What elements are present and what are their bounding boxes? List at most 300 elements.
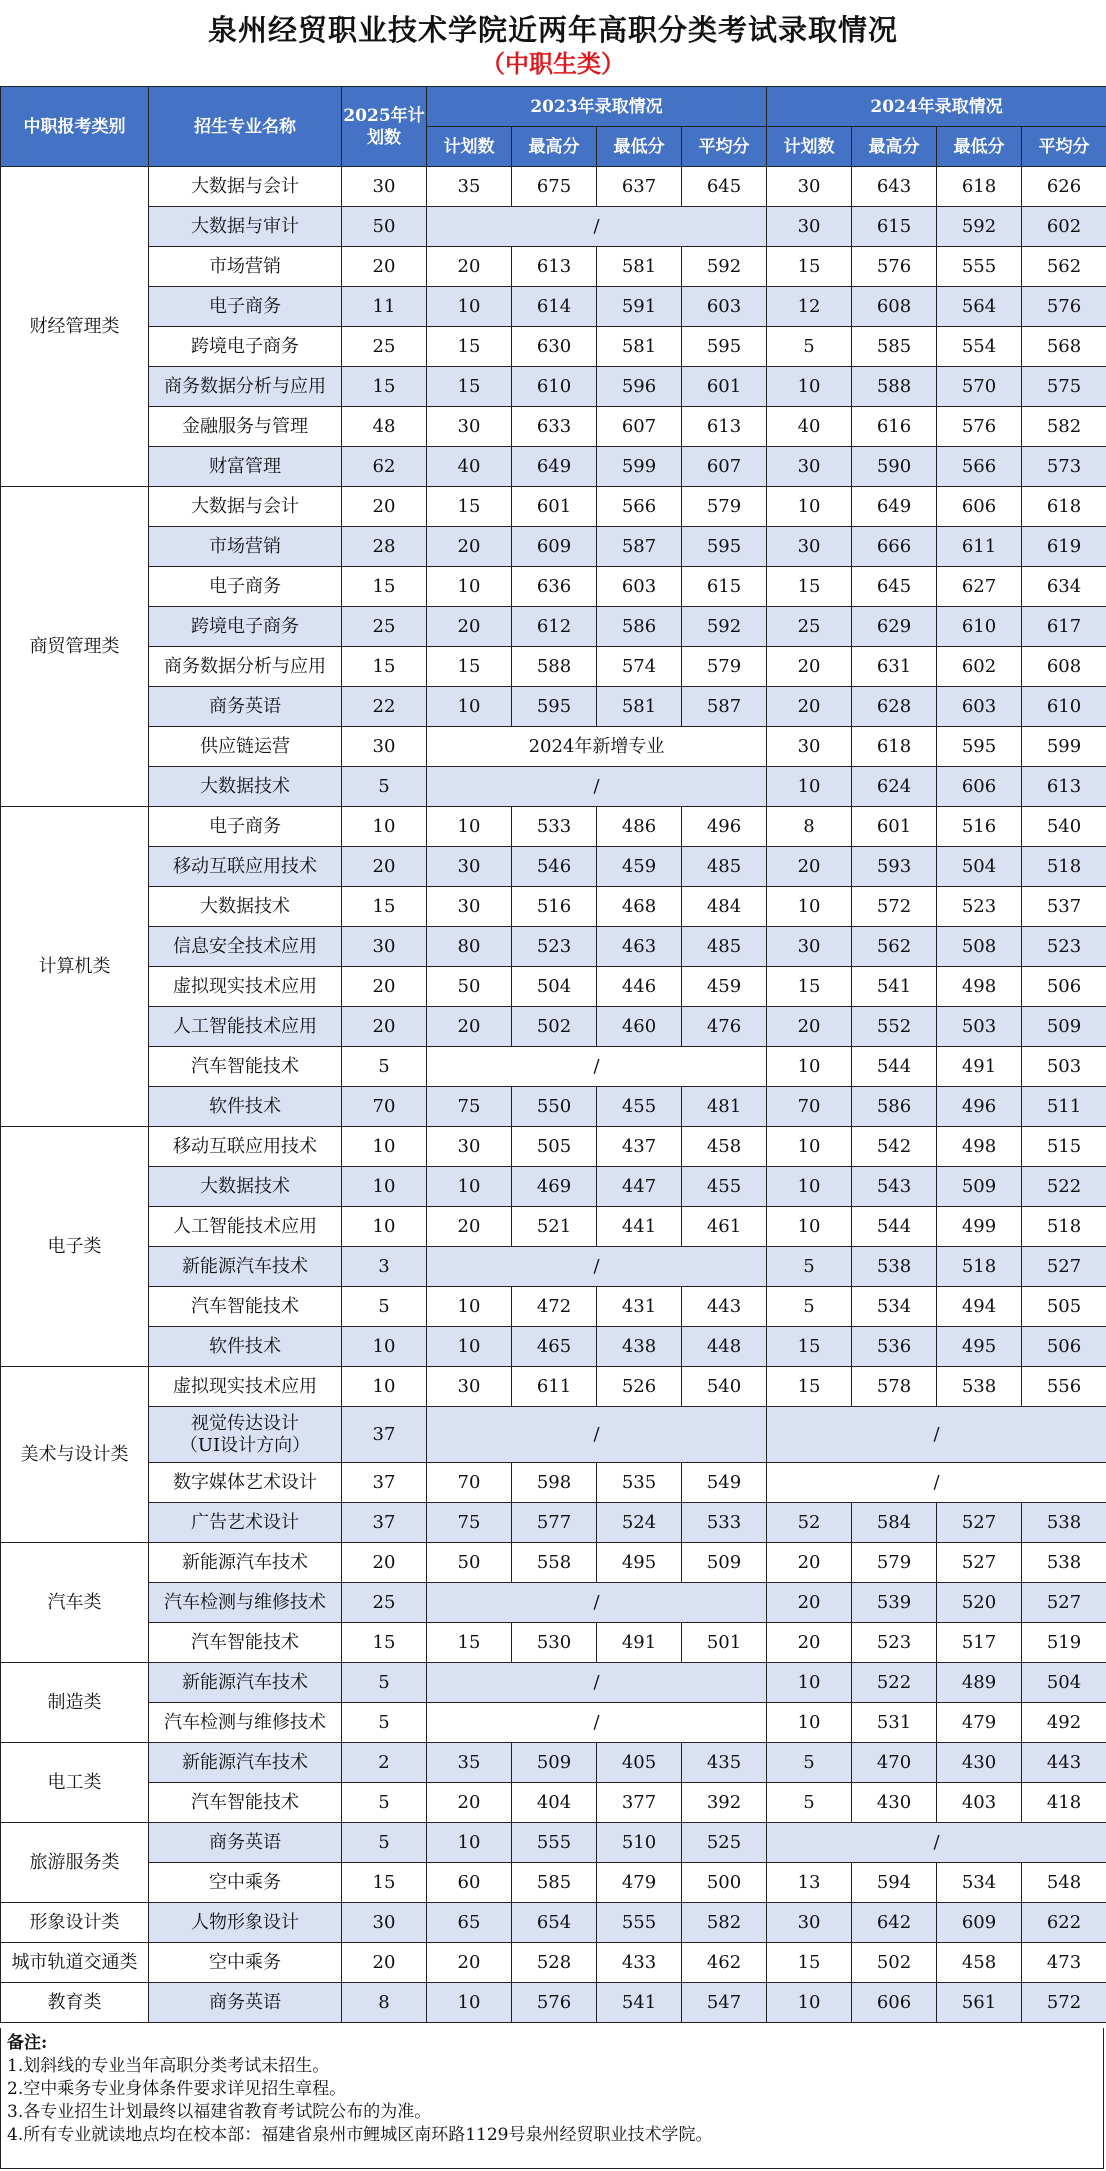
- 2024-plan-cell: 30: [767, 1903, 852, 1943]
- 2023-plan-cell: 70: [427, 1463, 512, 1503]
- plan-2025-cell: 48: [342, 407, 427, 447]
- 2023-plan-cell: 15: [427, 327, 512, 367]
- 2023-plan-cell: 50: [427, 1543, 512, 1583]
- 2023-max-cell: 613: [512, 247, 597, 287]
- 2024-avg-cell: 509: [1022, 1007, 1106, 1047]
- 2024-min-cell: 527: [937, 1503, 1022, 1543]
- 2023-min-cell: 574: [597, 647, 682, 687]
- title-block: [0, 0, 1106, 86]
- 2023-plan-cell: 75: [427, 1087, 512, 1127]
- notes-title: 备注:: [7, 2033, 48, 2053]
- 2024-plan-cell: 5: [767, 327, 852, 367]
- 2024-avg-cell: 572: [1022, 1983, 1106, 2023]
- 2023-avg-cell: 540: [682, 1367, 767, 1407]
- header-2024-plan: 计划数: [767, 127, 852, 167]
- 2024-avg-cell: 518: [1022, 1207, 1106, 1247]
- table-row: [1, 567, 1106, 607]
- header-plan-2025: 2025年计划数: [342, 87, 427, 167]
- 2024-min-cell: 592: [937, 207, 1022, 247]
- major-cell: 空中乘务: [149, 1943, 342, 1983]
- plan-2025-cell: 10: [342, 1207, 427, 1247]
- 2023-plan-cell: 80: [427, 927, 512, 967]
- 2023-min-cell: 460: [597, 1007, 682, 1047]
- table-row: [1, 1327, 1106, 1367]
- note-item: 4.所有专业就读地点均在校本部：福建省泉州市鲤城区南环路1129号泉州经贸职业技术学院。: [7, 2125, 713, 2145]
- 2024-min-cell: 509: [937, 1167, 1022, 1207]
- major-cell: 汽车智能技术: [149, 1047, 342, 1087]
- 2023-plan-cell: 30: [427, 847, 512, 887]
- 2024-plan-cell: 52: [767, 1503, 852, 1543]
- 2023-avg-cell: 645: [682, 167, 767, 207]
- 2024-max-cell: 552: [852, 1007, 937, 1047]
- plan-2025-cell: 20: [342, 847, 427, 887]
- note-item: 2.空中乘务专业身体条件要求详见招生章程。: [7, 2079, 347, 2099]
- plan-2025-cell: 25: [342, 607, 427, 647]
- 2024-avg-cell: 622: [1022, 1903, 1106, 1943]
- 2023-avg-cell: 485: [682, 927, 767, 967]
- plan-2025-cell: 15: [342, 647, 427, 687]
- plan-2025-cell: 5: [342, 1703, 427, 1743]
- 2024-plan-cell: 15: [767, 567, 852, 607]
- 2023-avg-cell: 587: [682, 687, 767, 727]
- 2024-plan-cell: 8: [767, 807, 852, 847]
- 2024-avg-cell: 618: [1022, 487, 1106, 527]
- 2024-min-cell: 495: [937, 1327, 1022, 1367]
- table-body: [1, 167, 1106, 2023]
- table-row: [1, 1783, 1106, 1823]
- plan-2025-cell: 10: [342, 1367, 427, 1407]
- plan-2025-cell: 70: [342, 1087, 427, 1127]
- 2024-max-cell: 572: [852, 887, 937, 927]
- major-cell: 市场营销: [149, 527, 342, 567]
- 2023-min-cell: 555: [597, 1903, 682, 1943]
- 2024-plan-cell: 20: [767, 687, 852, 727]
- 2024-max-cell: 649: [852, 487, 937, 527]
- 2024-avg-cell: 537: [1022, 887, 1106, 927]
- category-cell: 计算机类: [1, 807, 149, 1127]
- header-2023-plan: 计划数: [427, 127, 512, 167]
- category-cell: 财经管理类: [1, 167, 149, 487]
- 2023-max-cell: 504: [512, 967, 597, 1007]
- 2024-min-cell: 564: [937, 287, 1022, 327]
- 2024-avg-cell: 505: [1022, 1287, 1106, 1327]
- page-title: 泉州经贸职业技术学院近两年高职分类考试录取情况: [207, 13, 898, 47]
- category-cell: 电子类: [1, 1127, 149, 1367]
- major-cell: 汽车检测与维修技术: [149, 1703, 342, 1743]
- 2023-not-enrolled-cell: 2024年新增专业: [427, 727, 767, 767]
- 2024-plan-cell: 10: [767, 1663, 852, 1703]
- table-row: [1, 287, 1106, 327]
- 2024-plan-cell: 10: [767, 487, 852, 527]
- major-cell: 新能源汽车技术: [149, 1743, 342, 1783]
- 2024-max-cell: 601: [852, 807, 937, 847]
- 2024-min-cell: 498: [937, 967, 1022, 1007]
- major-cell: 人工智能技术应用: [149, 1207, 342, 1247]
- 2023-plan-cell: 10: [427, 287, 512, 327]
- 2024-min-cell: 491: [937, 1047, 1022, 1087]
- header-2023-max: 最高分: [512, 127, 597, 167]
- 2024-plan-cell: 10: [767, 1207, 852, 1247]
- 2024-max-cell: 536: [852, 1327, 937, 1367]
- 2023-not-enrolled-cell: /: [427, 207, 767, 247]
- 2023-avg-cell: 595: [682, 527, 767, 567]
- major-cell: 移动互联应用技术: [149, 847, 342, 887]
- 2024-not-enrolled-cell: /: [767, 1407, 1106, 1463]
- 2023-plan-cell: 50: [427, 967, 512, 1007]
- header-2023-min: 最低分: [597, 127, 682, 167]
- major-line: 视觉传达设计: [191, 1412, 299, 1434]
- table-row: [1, 847, 1106, 887]
- 2023-plan-cell: 20: [427, 247, 512, 287]
- 2024-min-cell: 520: [937, 1583, 1022, 1623]
- 2023-min-cell: 486: [597, 807, 682, 847]
- 2024-min-cell: 610: [937, 607, 1022, 647]
- major-cell: 汽车智能技术: [149, 1623, 342, 1663]
- 2024-avg-cell: 582: [1022, 407, 1106, 447]
- 2023-min-cell: 524: [597, 1503, 682, 1543]
- major-cell: 虚拟现实技术应用: [149, 1367, 342, 1407]
- 2024-min-cell: 595: [937, 727, 1022, 767]
- 2023-max-cell: 636: [512, 567, 597, 607]
- 2023-avg-cell: 579: [682, 647, 767, 687]
- 2023-min-cell: 479: [597, 1863, 682, 1903]
- 2023-plan-cell: 65: [427, 1903, 512, 1943]
- major-cell: 商务数据分析与应用: [149, 367, 342, 407]
- 2023-plan-cell: 15: [427, 367, 512, 407]
- plan-2025-cell: 15: [342, 887, 427, 927]
- 2023-max-cell: 633: [512, 407, 597, 447]
- 2023-plan-cell: 75: [427, 1503, 512, 1543]
- 2023-max-cell: 601: [512, 487, 597, 527]
- 2023-avg-cell: 455: [682, 1167, 767, 1207]
- 2023-max-cell: 546: [512, 847, 597, 887]
- 2023-avg-cell: 607: [682, 447, 767, 487]
- 2023-min-cell: 463: [597, 927, 682, 967]
- 2024-avg-cell: 538: [1022, 1543, 1106, 1583]
- 2024-min-cell: 403: [937, 1783, 1022, 1823]
- 2024-avg-cell: 573: [1022, 447, 1106, 487]
- header-2024-max: 最高分: [852, 127, 937, 167]
- table-row: [1, 607, 1106, 647]
- 2024-avg-cell: 523: [1022, 927, 1106, 967]
- 2023-plan-cell: 35: [427, 1743, 512, 1783]
- table-row: [1, 447, 1106, 487]
- major-cell: 电子商务: [149, 567, 342, 607]
- table-row: [1, 1983, 1106, 2023]
- plan-2025-cell: 50: [342, 207, 427, 247]
- 2024-plan-cell: 15: [767, 247, 852, 287]
- 2023-min-cell: 437: [597, 1127, 682, 1167]
- major-cell: 大数据与审计: [149, 207, 342, 247]
- plan-2025-cell: 5: [342, 1783, 427, 1823]
- major-cell: 汽车检测与维修技术: [149, 1583, 342, 1623]
- 2023-min-cell: 491: [597, 1623, 682, 1663]
- 2023-avg-cell: 579: [682, 487, 767, 527]
- 2024-min-cell: 627: [937, 567, 1022, 607]
- 2023-max-cell: 610: [512, 367, 597, 407]
- 2023-max-cell: 609: [512, 527, 597, 567]
- header-major: 招生专业名称: [149, 87, 342, 167]
- 2024-plan-cell: 20: [767, 1007, 852, 1047]
- admission-table: [0, 86, 1106, 2023]
- 2024-max-cell: 541: [852, 967, 937, 1007]
- major-cell: 大数据技术: [149, 887, 342, 927]
- 2024-not-enrolled-cell: /: [767, 1823, 1106, 1863]
- major-cell: 商务英语: [149, 1983, 342, 2023]
- plan-2025-cell: 15: [342, 1623, 427, 1663]
- 2024-min-cell: 611: [937, 527, 1022, 567]
- 2024-avg-cell: 443: [1022, 1743, 1106, 1783]
- 2023-min-cell: 603: [597, 567, 682, 607]
- 2023-avg-cell: 496: [682, 807, 767, 847]
- header-2024-min: 最低分: [937, 127, 1022, 167]
- 2023-min-cell: 495: [597, 1543, 682, 1583]
- 2023-plan-cell: 10: [427, 1983, 512, 2023]
- 2023-max-cell: 577: [512, 1503, 597, 1543]
- 2023-min-cell: 433: [597, 1943, 682, 1983]
- 2023-max-cell: 675: [512, 167, 597, 207]
- 2024-min-cell: 496: [937, 1087, 1022, 1127]
- 2023-max-cell: 521: [512, 1207, 597, 1247]
- 2024-max-cell: 538: [852, 1247, 937, 1287]
- major-cell: 商务英语: [149, 1823, 342, 1863]
- 2023-plan-cell: 30: [427, 407, 512, 447]
- major-cell: 大数据与会计: [149, 487, 342, 527]
- 2024-min-cell: 538: [937, 1367, 1022, 1407]
- 2024-plan-cell: 10: [767, 887, 852, 927]
- 2024-max-cell: 543: [852, 1167, 937, 1207]
- table-row: [1, 807, 1106, 847]
- table-row: [1, 407, 1106, 447]
- 2023-max-cell: 555: [512, 1823, 597, 1863]
- 2023-plan-cell: 20: [427, 1007, 512, 1047]
- major-cell: 移动互联应用技术: [149, 1127, 342, 1167]
- plan-2025-cell: 5: [342, 1663, 427, 1703]
- 2024-avg-cell: 562: [1022, 247, 1106, 287]
- 2024-plan-cell: 15: [767, 1943, 852, 1983]
- 2023-plan-cell: 10: [427, 687, 512, 727]
- 2023-max-cell: 516: [512, 887, 597, 927]
- plan-2025-cell: 10: [342, 1327, 427, 1367]
- major-cell: 新能源汽车技术: [149, 1663, 342, 1703]
- major-cell: 商务英语: [149, 687, 342, 727]
- table-row: [1, 647, 1106, 687]
- 2023-max-cell: 614: [512, 287, 597, 327]
- 2024-min-cell: 508: [937, 927, 1022, 967]
- 2023-min-cell: 431: [597, 1287, 682, 1327]
- major-cell: 汽车智能技术: [149, 1287, 342, 1327]
- 2023-min-cell: 438: [597, 1327, 682, 1367]
- 2023-plan-cell: 35: [427, 167, 512, 207]
- 2024-avg-cell: 576: [1022, 287, 1106, 327]
- 2023-max-cell: 509: [512, 1743, 597, 1783]
- 2024-avg-cell: 503: [1022, 1047, 1106, 1087]
- 2024-max-cell: 584: [852, 1503, 937, 1543]
- 2024-max-cell: 631: [852, 647, 937, 687]
- plan-2025-cell: 15: [342, 567, 427, 607]
- plan-2025-cell: 2: [342, 1743, 427, 1783]
- table-row: [1, 1703, 1106, 1743]
- 2024-max-cell: 539: [852, 1583, 937, 1623]
- 2023-max-cell: 530: [512, 1623, 597, 1663]
- 2024-min-cell: 516: [937, 807, 1022, 847]
- 2024-plan-cell: 30: [767, 727, 852, 767]
- page-subtitle: （中职生类）: [481, 49, 625, 78]
- 2023-avg-cell: 525: [682, 1823, 767, 1863]
- 2023-min-cell: 459: [597, 847, 682, 887]
- 2023-avg-cell: 443: [682, 1287, 767, 1327]
- 2023-avg-cell: 459: [682, 967, 767, 1007]
- 2024-not-enrolled-cell: /: [767, 1463, 1106, 1503]
- table-row: [1, 1127, 1106, 1167]
- major-cell: 金融服务与管理: [149, 407, 342, 447]
- plan-2025-cell: 5: [342, 1823, 427, 1863]
- 2023-not-enrolled-cell: /: [427, 1407, 767, 1463]
- 2024-max-cell: 628: [852, 687, 937, 727]
- 2024-max-cell: 430: [852, 1783, 937, 1823]
- major-cell: 新能源汽车技术: [149, 1543, 342, 1583]
- plan-2025-cell: 20: [342, 967, 427, 1007]
- 2023-not-enrolled-cell: /: [427, 1583, 767, 1623]
- 2023-max-cell: 612: [512, 607, 597, 647]
- 2024-avg-cell: 522: [1022, 1167, 1106, 1207]
- 2023-plan-cell: 30: [427, 1367, 512, 1407]
- 2024-min-cell: 534: [937, 1863, 1022, 1903]
- 2024-plan-cell: 5: [767, 1743, 852, 1783]
- header-2023-avg: 平均分: [682, 127, 767, 167]
- 2024-avg-cell: 556: [1022, 1367, 1106, 1407]
- 2024-min-cell: 479: [937, 1703, 1022, 1743]
- 2023-min-cell: 526: [597, 1367, 682, 1407]
- 2023-avg-cell: 481: [682, 1087, 767, 1127]
- major-cell: 大数据与会计: [149, 167, 342, 207]
- table-row: [1, 1367, 1106, 1407]
- table-row: [1, 247, 1106, 287]
- major-cell: 财富管理: [149, 447, 342, 487]
- 2023-min-cell: 468: [597, 887, 682, 927]
- 2024-plan-cell: 40: [767, 407, 852, 447]
- 2024-plan-cell: 30: [767, 927, 852, 967]
- 2023-plan-cell: 60: [427, 1863, 512, 1903]
- 2023-max-cell: 505: [512, 1127, 597, 1167]
- 2024-max-cell: 645: [852, 567, 937, 607]
- 2024-min-cell: 527: [937, 1543, 1022, 1583]
- 2023-min-cell: 541: [597, 1983, 682, 2023]
- 2024-plan-cell: 10: [767, 1047, 852, 1087]
- 2024-plan-cell: 5: [767, 1247, 852, 1287]
- major-cell: 大数据技术: [149, 767, 342, 807]
- 2024-plan-cell: 20: [767, 647, 852, 687]
- 2024-max-cell: 593: [852, 847, 937, 887]
- table-row: [1, 487, 1106, 527]
- 2023-plan-cell: 10: [427, 567, 512, 607]
- 2023-avg-cell: 603: [682, 287, 767, 327]
- 2023-max-cell: 523: [512, 927, 597, 967]
- 2023-max-cell: 558: [512, 1543, 597, 1583]
- 2024-plan-cell: 15: [767, 1367, 852, 1407]
- 2024-max-cell: 615: [852, 207, 937, 247]
- table-row: [1, 1463, 1106, 1503]
- 2024-avg-cell: 610: [1022, 687, 1106, 727]
- 2024-max-cell: 606: [852, 1983, 937, 2023]
- table-row: [1, 1583, 1106, 1623]
- 2024-avg-cell: 626: [1022, 167, 1106, 207]
- 2024-min-cell: 523: [937, 887, 1022, 927]
- plan-2025-cell: 62: [342, 447, 427, 487]
- table-row: [1, 1863, 1106, 1903]
- major-cell: 空中乘务: [149, 1863, 342, 1903]
- 2024-plan-cell: 30: [767, 527, 852, 567]
- table-row: [1, 1503, 1106, 1543]
- 2023-plan-cell: 10: [427, 1823, 512, 1863]
- 2023-min-cell: 566: [597, 487, 682, 527]
- table-row: [1, 1287, 1106, 1327]
- 2023-max-cell: 472: [512, 1287, 597, 1327]
- category-cell: 教育类: [1, 1983, 149, 2023]
- 2023-min-cell: 447: [597, 1167, 682, 1207]
- 2023-plan-cell: 20: [427, 527, 512, 567]
- table-row: [1, 767, 1106, 807]
- table-row: [1, 1087, 1106, 1127]
- 2023-avg-cell: 595: [682, 327, 767, 367]
- 2023-avg-cell: 533: [682, 1503, 767, 1543]
- 2023-not-enrolled-cell: /: [427, 1663, 767, 1703]
- 2024-min-cell: 489: [937, 1663, 1022, 1703]
- 2024-max-cell: 629: [852, 607, 937, 647]
- 2023-max-cell: 649: [512, 447, 597, 487]
- 2024-max-cell: 534: [852, 1287, 937, 1327]
- 2024-avg-cell: 540: [1022, 807, 1106, 847]
- 2023-plan-cell: 10: [427, 807, 512, 847]
- 2023-min-cell: 446: [597, 967, 682, 1007]
- 2024-max-cell: 544: [852, 1047, 937, 1087]
- 2024-min-cell: 561: [937, 1983, 1022, 2023]
- 2024-plan-cell: 15: [767, 1327, 852, 1367]
- 2023-min-cell: 405: [597, 1743, 682, 1783]
- 2023-avg-cell: 547: [682, 1983, 767, 2023]
- table-row: [1, 927, 1106, 967]
- 2023-max-cell: 465: [512, 1327, 597, 1367]
- 2023-max-cell: 550: [512, 1087, 597, 1127]
- plan-2025-cell: 37: [342, 1463, 427, 1503]
- 2024-plan-cell: 10: [767, 1703, 852, 1743]
- plan-2025-cell: 25: [342, 327, 427, 367]
- 2024-avg-cell: 619: [1022, 527, 1106, 567]
- 2023-min-cell: 586: [597, 607, 682, 647]
- 2024-min-cell: 430: [937, 1743, 1022, 1783]
- plan-2025-cell: 20: [342, 1007, 427, 1047]
- major-cell: 虚拟现实技术应用: [149, 967, 342, 1007]
- plan-2025-cell: 15: [342, 367, 427, 407]
- table-row: [1, 1047, 1106, 1087]
- 2023-plan-cell: 20: [427, 1943, 512, 1983]
- plan-2025-cell: 30: [342, 167, 427, 207]
- 2024-min-cell: 503: [937, 1007, 1022, 1047]
- plan-2025-cell: 30: [342, 927, 427, 967]
- table-row: [1, 207, 1106, 247]
- 2024-avg-cell: 613: [1022, 767, 1106, 807]
- 2024-plan-cell: 13: [767, 1863, 852, 1903]
- 2024-max-cell: 523: [852, 1623, 937, 1663]
- table-row: [1, 687, 1106, 727]
- 2023-plan-cell: 15: [427, 487, 512, 527]
- major-line: （UI设计方向）: [179, 1434, 311, 1456]
- 2024-min-cell: 458: [937, 1943, 1022, 1983]
- 2023-avg-cell: 615: [682, 567, 767, 607]
- 2024-plan-cell: 10: [767, 1983, 852, 2023]
- 2024-plan-cell: 5: [767, 1287, 852, 1327]
- 2024-max-cell: 643: [852, 167, 937, 207]
